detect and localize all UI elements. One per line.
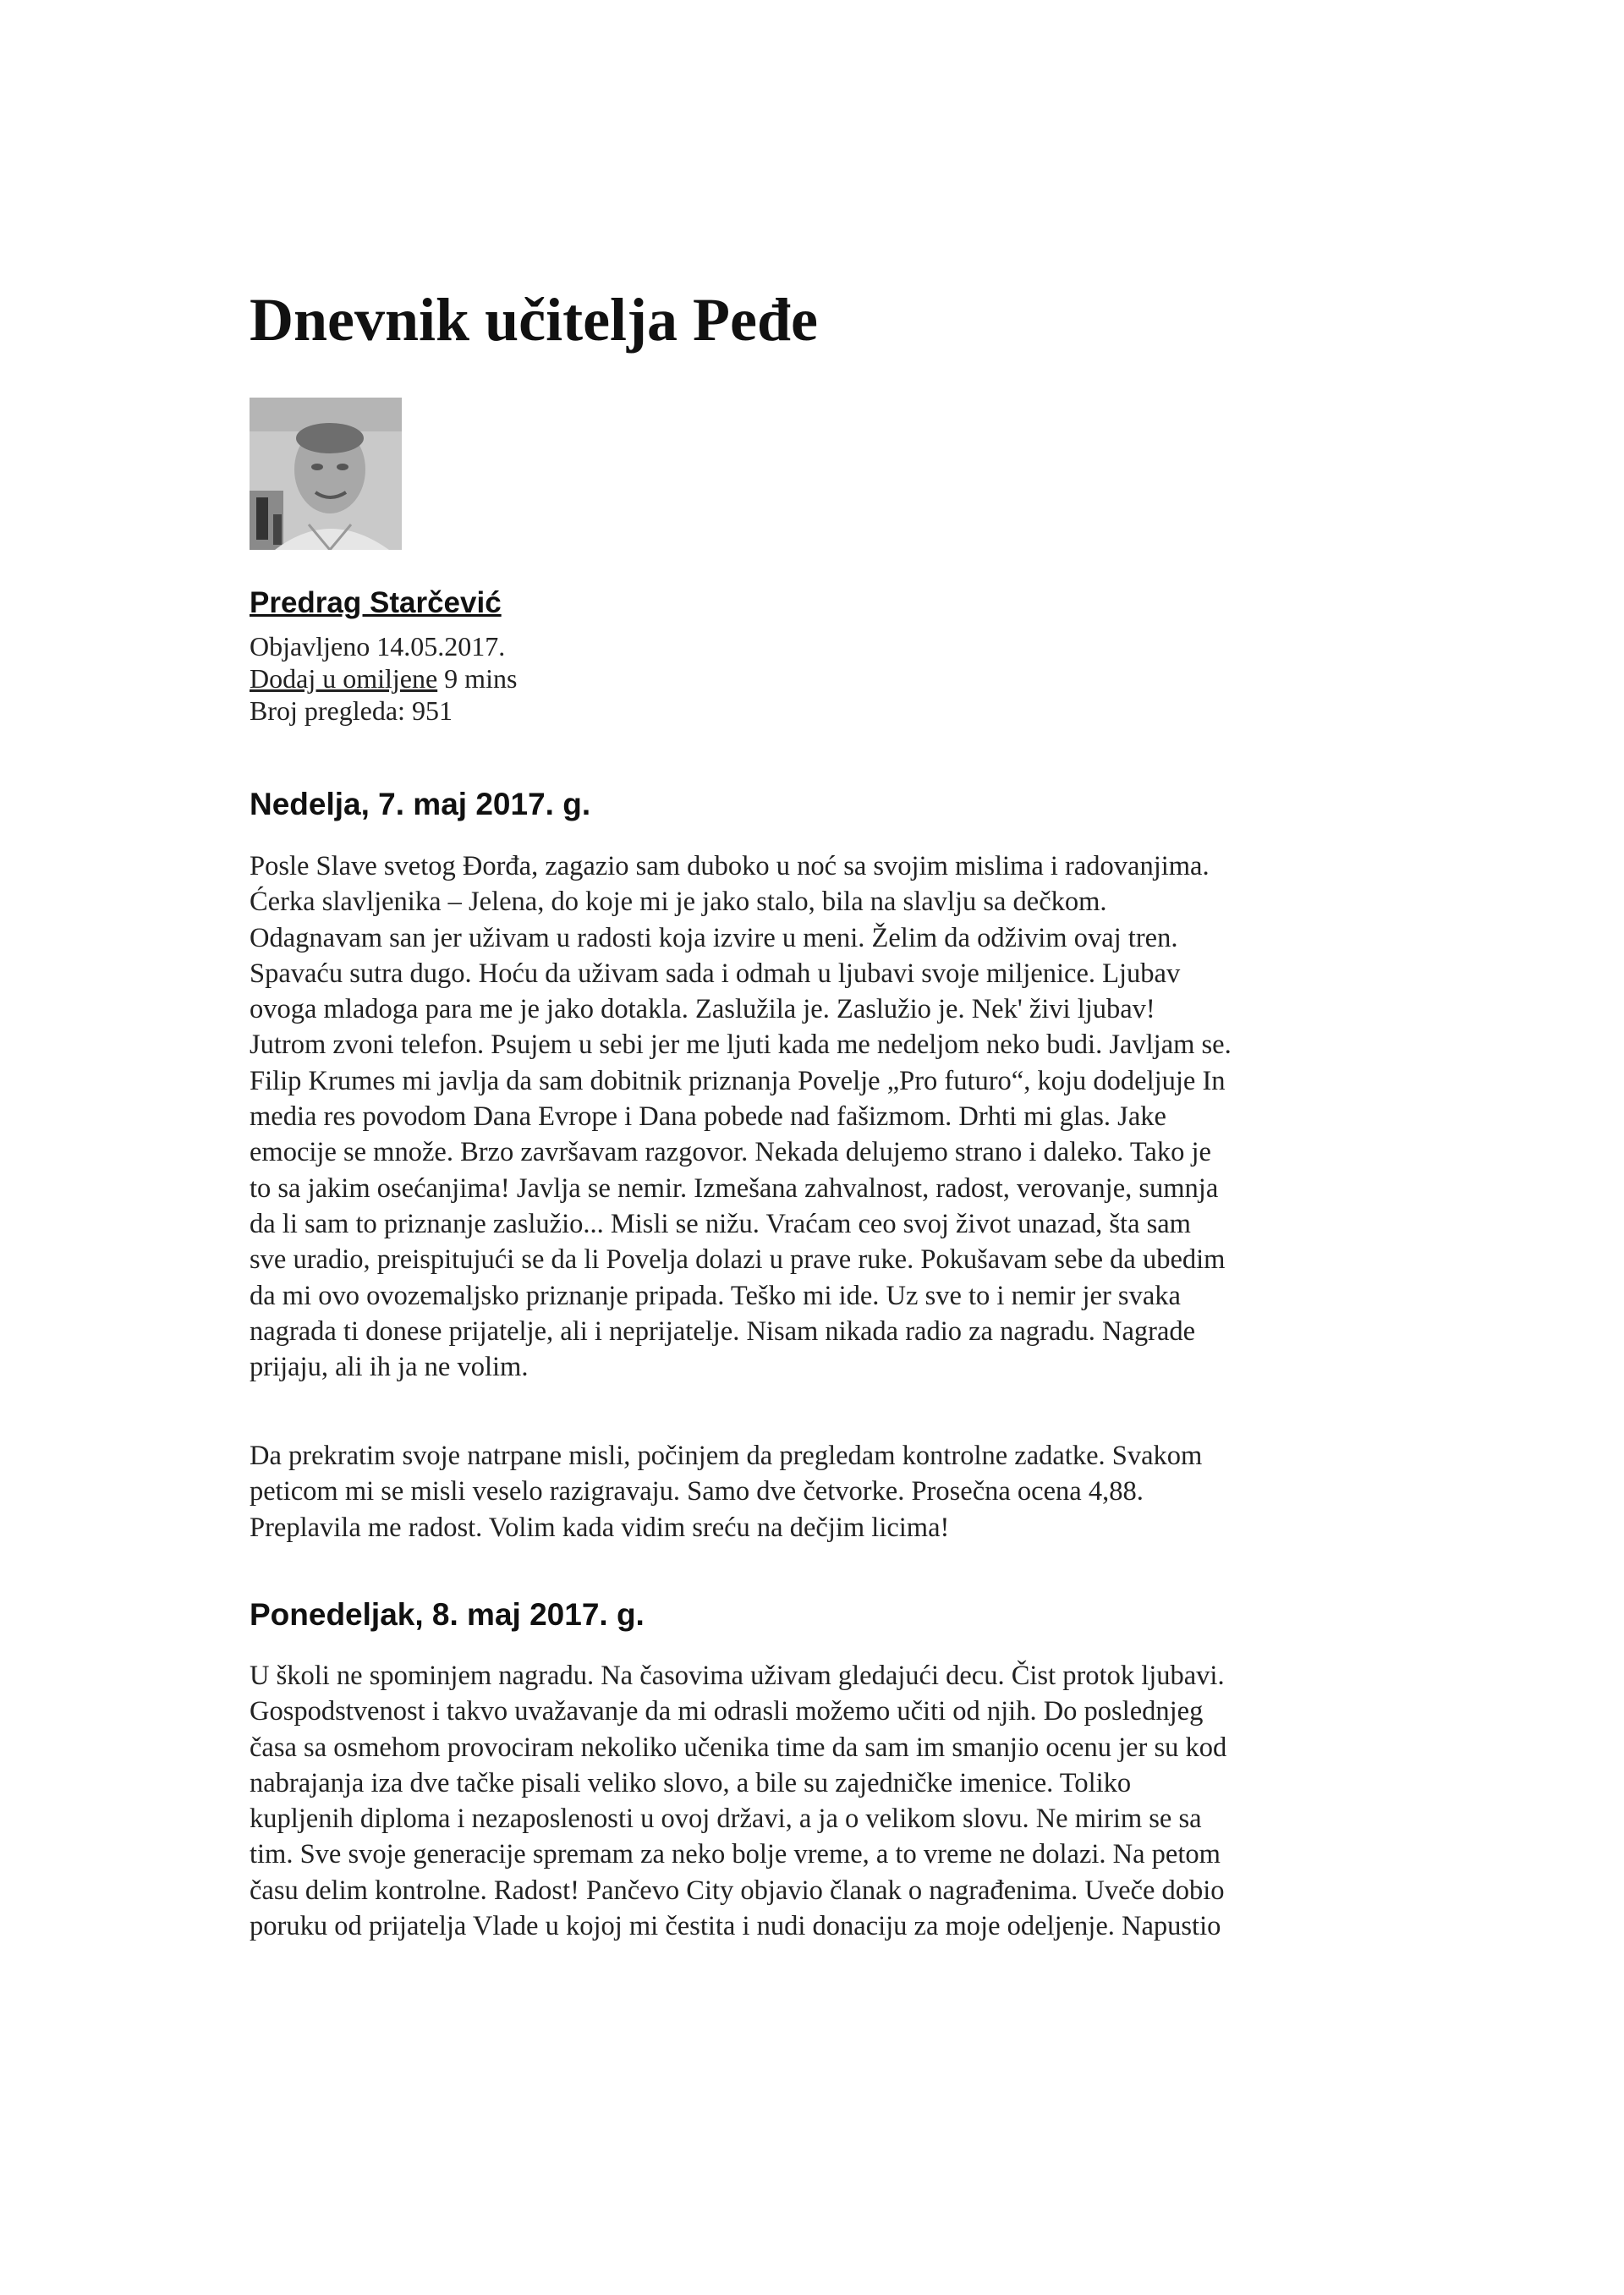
- text-line: Da prekratim svoje natrpane misli, počinjem da pregledam kontrolne zadatke. Svakom: [250, 1441, 1203, 1471]
- author-name-link[interactable]: Predrag Starčević: [250, 586, 502, 619]
- read-time: 9 mins: [437, 663, 518, 694]
- text-line: emocije se množe. Brzo završavam razgovor. Nekada delujemo strano i daleko. Tako je: [250, 1137, 1211, 1168]
- text-line: kupljenih diploma i nezaposlenosti u ovoj državi, a ja o velikom slovu. Ne mirim se sa: [250, 1804, 1202, 1835]
- text-line: časa sa osmehom provociram nekoliko učenika time da sam im smanjio ocenu jer su kod: [250, 1732, 1227, 1763]
- text-line: da mi ovo ovozemaljsko priznanje pripada. Teško mi ide. Uz sve to i nemir jer svaka: [250, 1280, 1181, 1311]
- author-portrait-image: [250, 398, 402, 550]
- text-line: da li sam to priznanje zaslužio... Misli se nižu. Vraćam ceo svoj život unazad, šta sam: [250, 1208, 1191, 1239]
- text-line: peticom mi se misli veselo razigravaju. Samo dve četvorke. Prosečna ocena 4,88.: [250, 1476, 1144, 1507]
- author-photo: [250, 398, 402, 550]
- text-line: media res povodom Dana Evrope i Dana pobede nad fašizmom. Drhti mi glas. Jake: [250, 1101, 1166, 1133]
- text-line: U školi ne spominjem nagradu. Na časovima uživam gledajući decu. Čist protok ljubavi.: [250, 1661, 1225, 1691]
- text-line: prijaju, ali ih ja ne volim.: [250, 1352, 529, 1383]
- text-line: Jutrom zvoni telefon. Psujem u sebi jer me ljuti kada me nedeljom neko budi. Javljam se.: [250, 1029, 1232, 1061]
- entry-heading: Nedelja, 7. maj 2017. g.: [250, 787, 591, 821]
- favorite-row: [250, 662, 517, 695]
- text-line: Ćerka slavljenika – Jelena, do koje mi je jako stalo, bila na slavlju sa dečkom.: [250, 887, 1107, 918]
- published-date: Objavljeno 14.05.2017.: [250, 631, 506, 662]
- text-line: ovoga mladoga para me je jako dotakla. Zaslužila je. Zaslužio je. Nek' živi ljubav!: [250, 994, 1155, 1025]
- entry-paragraph: [250, 1658, 1226, 1944]
- text-line: Preplavila me radost. Volim kada vidim sreću na dečjim licima!: [250, 1512, 950, 1543]
- post-meta: [250, 630, 517, 727]
- text-line: poruku od prijatelja Vlade u kojoj mi čestita i nudi donaciju za moje odeljenje. Napustio: [250, 1911, 1221, 1942]
- text-line: to sa jakim osećanjima! Javlja se nemir. Izmešana zahvalnost, radost, verovanje, sumnja: [250, 1172, 1219, 1204]
- text-line: Spavaću sutra dugo. Hoću da uživam sada i odmah u ljubavi svoje miljenice. Ljubav: [250, 958, 1181, 989]
- text-line: tim. Sve svoje generacije spremam za neko bolje vreme, a to vreme ne dolazi. Na petom: [250, 1839, 1221, 1870]
- add-to-favorites-link[interactable]: Dodaj u omiljene: [250, 663, 438, 694]
- text-line: Odagnavam san jer uživam u radosti koja izvire u meni. Želim da odživim ovaj tren.: [250, 922, 1178, 953]
- text-line: času delim kontrolne. Radost! Pančevo City objavio članak o nagrađenima. Uveče dobio: [250, 1875, 1225, 1906]
- text-line: nabrajanja iza dve tačke pisali veliko slovo, a bile su zajedničke imenice. Toliko: [250, 1767, 1132, 1798]
- text-line: Gospodstvenost i takvo uvažavanje da mi odrasli možemo učiti od njih. Do poslednjeg: [250, 1696, 1204, 1727]
- page-title: Dnevnik učitelja Peđe: [250, 286, 818, 354]
- view-count: Broj pregleda: 951: [250, 695, 453, 726]
- entry-paragraph: [250, 848, 1232, 1385]
- entry-paragraph: [250, 1438, 1202, 1546]
- text-line: Filip Krumes mi javlja da sam dobitnik priznanja Povelje „Pro futuro“, koju dodeljuje In: [250, 1065, 1226, 1096]
- entry-heading: Ponedeljak, 8. maj 2017. g.: [250, 1597, 645, 1632]
- text-line: nagrada ti donese prijatelje, ali i neprijatelje. Nisam nikada radio za nagradu. Nagrade: [250, 1315, 1196, 1347]
- text-line: Posle Slave svetog Đorđa, zagazio sam duboko u noć sa svojim mislima i radovanjima.: [250, 851, 1210, 881]
- text-line: sve uradio, preispitujući se da li Povelja dolazi u prave ruke. Pokušavam sebe da ubedim: [250, 1244, 1226, 1276]
